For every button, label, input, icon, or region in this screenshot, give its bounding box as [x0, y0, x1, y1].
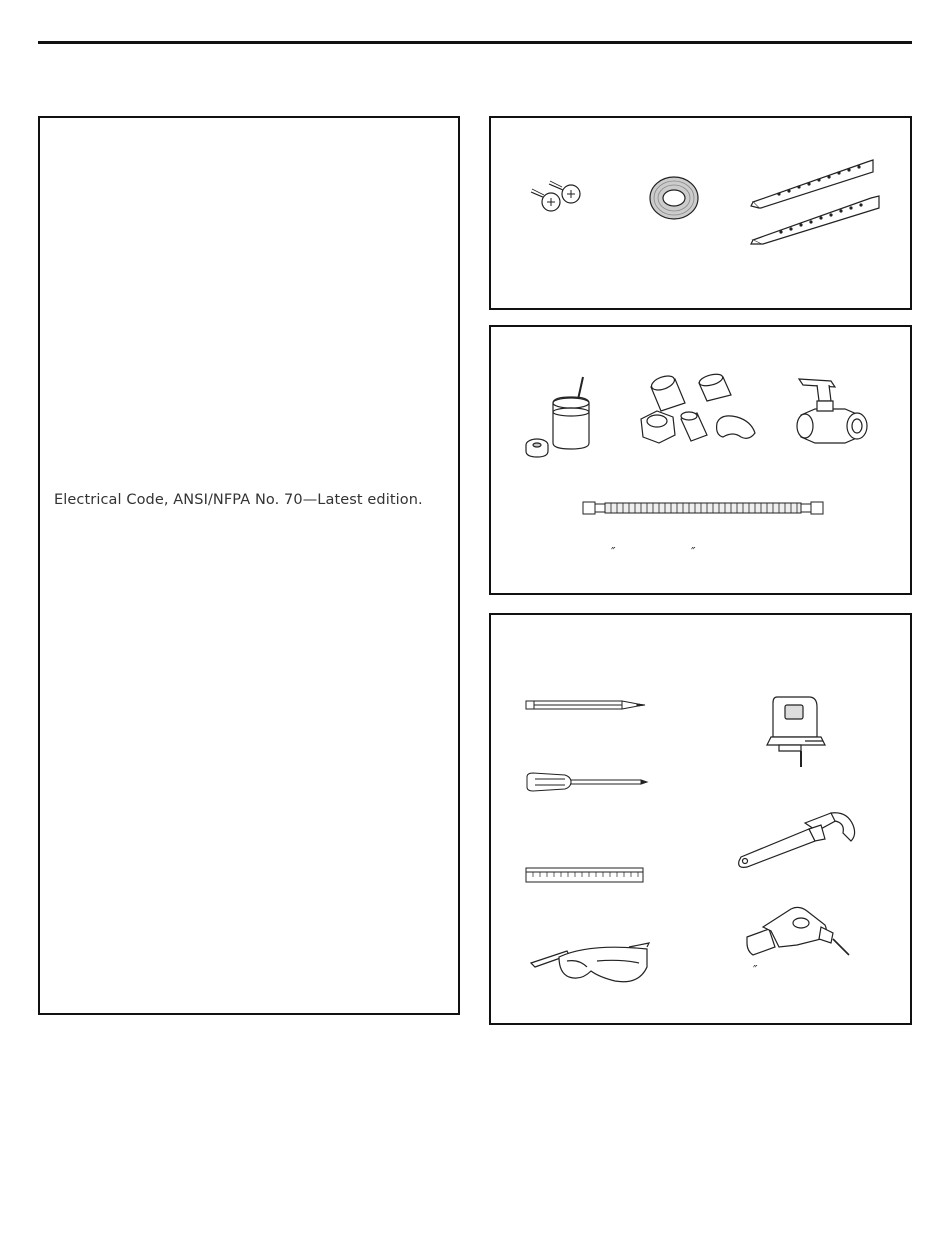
screws-icon	[527, 174, 587, 216]
electrical-code-text: Electrical Code, ANSI/NFPA No. 70—Latest edition.	[54, 492, 423, 508]
quote-mark-left: ″	[611, 545, 616, 559]
pencil-icon	[525, 699, 647, 711]
jigsaw-icon	[763, 693, 831, 769]
safety-glasses-icon	[529, 937, 653, 991]
header-rule	[38, 41, 912, 44]
gas-materials-panel	[489, 325, 912, 595]
tape-roll-icon	[647, 174, 701, 222]
requirements-panel	[38, 116, 460, 1015]
tools-panel	[489, 613, 912, 1025]
shutoff-valve-icon	[795, 375, 869, 447]
pipe-compound-icon	[525, 373, 599, 457]
pipe-fittings-icon	[637, 373, 759, 453]
brackets-icon	[749, 158, 889, 244]
ruler-icon	[525, 867, 645, 883]
screwdriver-icon	[525, 771, 649, 793]
drill-icon	[745, 903, 851, 965]
quote-mark-right: ″	[691, 545, 696, 559]
pipe-wrench-icon	[735, 811, 861, 869]
parts-supplied-panel	[489, 116, 912, 310]
flexible-connector-icon	[581, 499, 825, 517]
drill-quote-mark: ″	[753, 963, 758, 977]
